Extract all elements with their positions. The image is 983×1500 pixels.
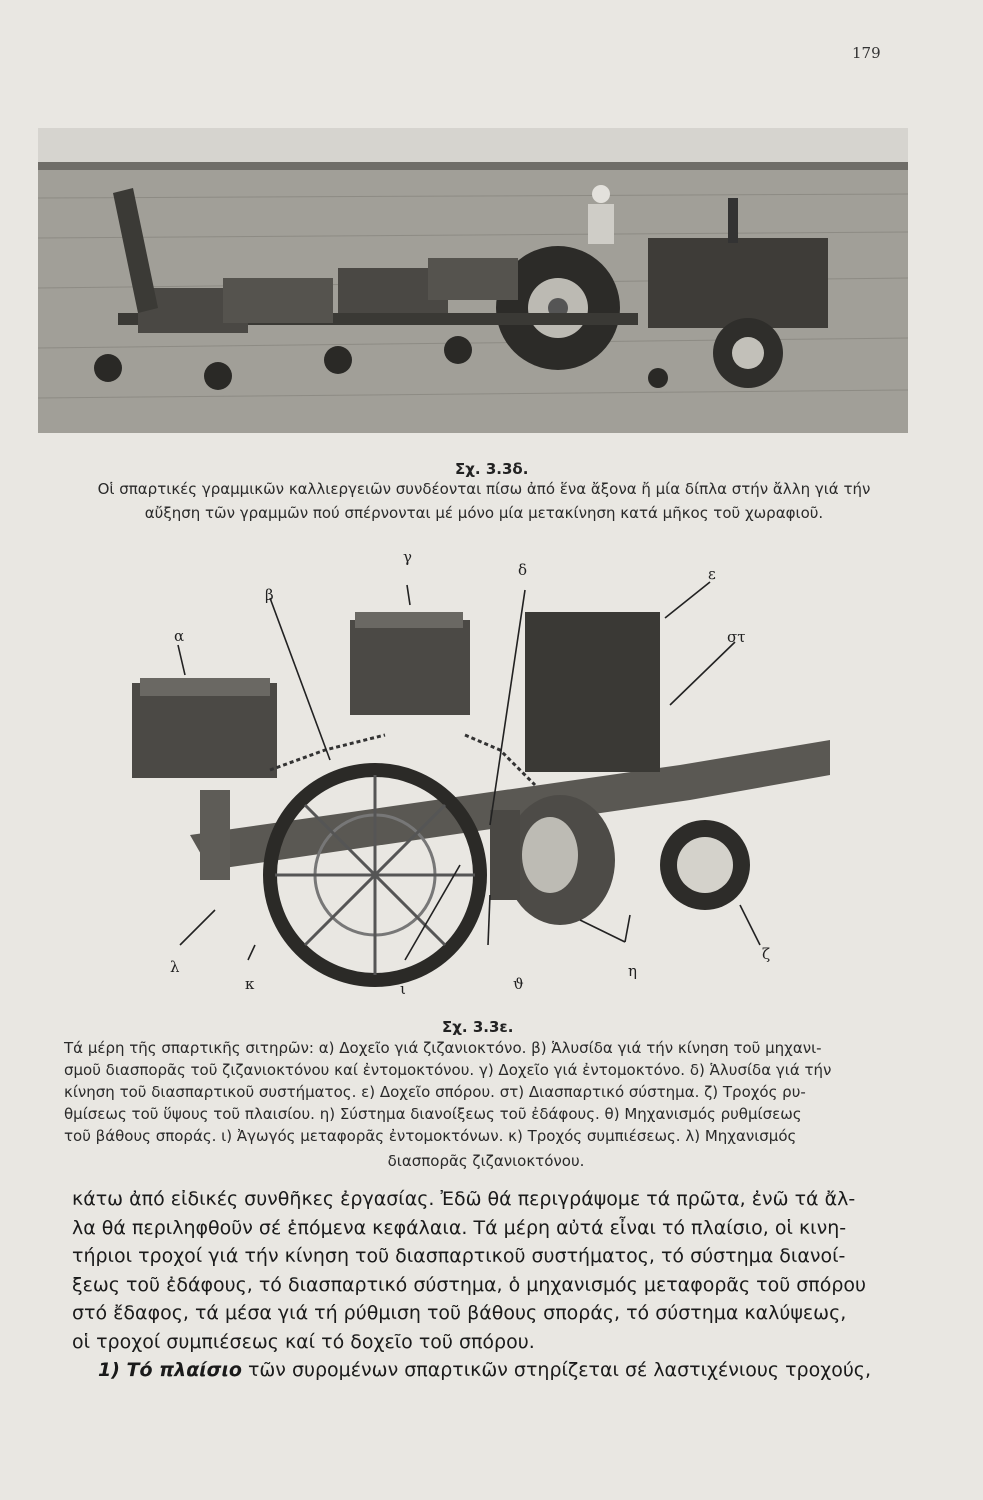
part-label-l: λ xyxy=(170,958,180,976)
part-label-d: δ xyxy=(518,561,528,579)
figure-2-caption-line: κίνηση τοῦ διασπαρτικοῦ συστήματος. ε) Δοχεῖο σπόρου. στ) Διασπαρτικό σύστημα. ζ) Τροχός ρυ- xyxy=(64,1083,806,1101)
part-label-e: ε xyxy=(708,565,716,583)
figure-2-caption-line: διασπορᾶς ζιζανιοκτόνου. xyxy=(387,1152,585,1170)
figure-1-caption-line-1: Οἱ σπαρτικές γραμμικῶν καλλιεργειῶν συνδέονται πίσω ἀπό ἕνα ἄξονα ἤ μία δίπλα στήν ἄλλη γιά τήν xyxy=(97,480,871,498)
part-label-g: γ xyxy=(403,548,412,566)
part-label-i: ι xyxy=(400,980,406,998)
section-heading: 1) Τό πλαίσιο xyxy=(98,1359,242,1381)
figure-1-label: Σχ. 3.3δ. xyxy=(455,460,529,478)
section-line-text: τῶν συρομένων σπαρτικῶν στηρίζεται σέ λαστιχένιους τροχούς, xyxy=(241,1359,871,1381)
figure-2-caption-line: θμίσεως τοῦ ὕψους τοῦ πλαισίου. η) Σύστημα διανοίξεως τοῦ ἐδάφους. θ) Μηχανισμός ρυθμίσεως xyxy=(64,1105,802,1123)
figure-2-caption-line: Τά μέρη τῆς σπαρτικῆς σιτηρῶν: α) Δοχεῖο γιά ζιζανιοκτόνο. β) Ἁλυσίδα γιά τήν κίνηση τοῦ μηχανι- xyxy=(64,1039,822,1057)
tractor-planter-photo xyxy=(38,128,908,433)
page-number: 179 xyxy=(852,44,881,62)
body-line: τήριοι τροχοί γιά τήν κίνηση τοῦ διασπαρτικοῦ συστήματος, τό σύστημα διανοί- xyxy=(72,1245,846,1267)
part-label-th: ϑ xyxy=(513,975,524,993)
body-line: οἱ τροχοί συμπιέσεως καί τό δοχεῖο τοῦ σπόρου. xyxy=(72,1330,535,1353)
figure-2-caption-line: σμοῦ διασπορᾶς τοῦ ζιζανιοκτόνου καί ἐντομοκτόνου. γ) Δοχεῖο γιά ἐντομοκτόνο. δ) Ἁλυσίδα γιά τήν xyxy=(64,1061,832,1079)
figure-2-caption-line: τοῦ βάθους σποράς. ι) Ἀγωγός μεταφορᾶς ἐντομοκτόνων. κ) Τροχός συμπιέσεως. λ) Μηχανισμός xyxy=(64,1127,797,1145)
body-paragraph xyxy=(72,1185,910,1385)
body-line: λα θά περιληφθοῦν σέ ἑπόμενα κεφάλαια. Τά μέρη αὐτά εἶναι τό πλαίσιο, οἱ κινη- xyxy=(72,1216,847,1239)
part-label-a: α xyxy=(174,627,185,645)
part-label-b: β xyxy=(265,586,274,604)
part-label-k: κ xyxy=(245,975,255,993)
figure-2-label: Σχ. 3.3ε. xyxy=(442,1018,514,1036)
part-label-z: ζ xyxy=(762,945,771,963)
figure-1-caption-line-2: αὔξηση τῶν γραμμῶν πού σπέρνονται μέ μόνο μία μετακίνηση κατά μῆκος τοῦ χωραφιοῦ. xyxy=(144,504,824,522)
section-line xyxy=(72,1356,910,1385)
part-label-st: στ xyxy=(727,628,746,646)
body-line: ξεως τοῦ ἐδάφους, τό διασπαρτικό σύστημα, ὁ μηχανισμός μεταφορᾶς τοῦ σπόρου xyxy=(72,1273,867,1296)
body-line: στό ἔδαφος, τά μέσα γιά τή ρύθμιση τοῦ βάθους σποράς, τό σύστημα καλύψεως, xyxy=(72,1302,847,1324)
part-label-h: η xyxy=(628,962,637,980)
seed-drill-parts-illustration xyxy=(120,560,840,1000)
body-line: κάτω ἀπό εἰδικές συνθῆκες ἐργασίας. Ἐδῶ θά περιγράψομε τά πρῶτα, ἐνῶ τά ἄλ- xyxy=(72,1188,856,1210)
